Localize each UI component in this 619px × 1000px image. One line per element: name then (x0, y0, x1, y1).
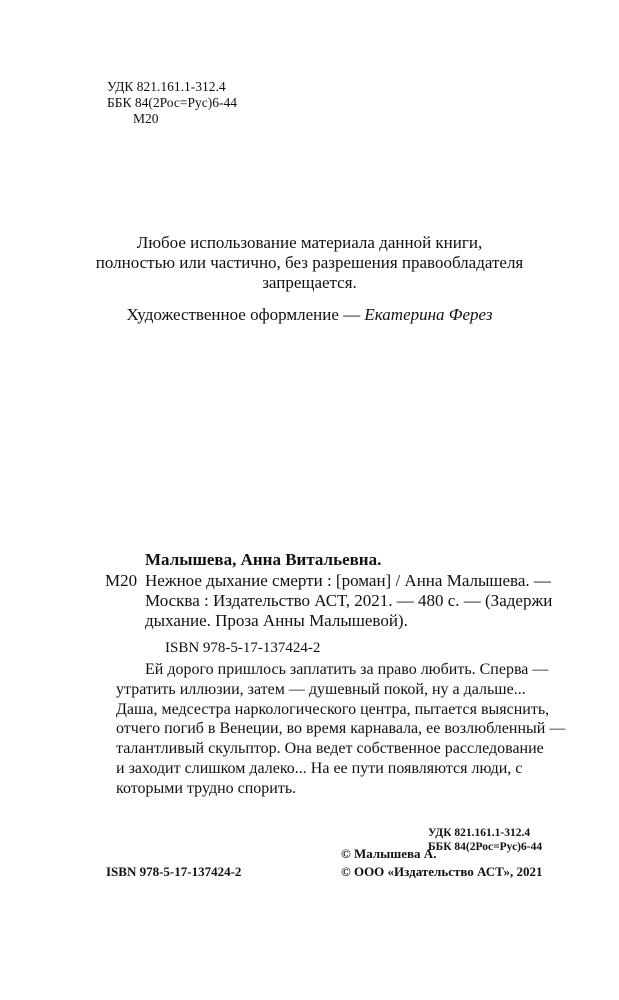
annotation-line: Даша, медсестра наркологического центра, пытается выяснить, (116, 701, 550, 718)
record-author: Малышева, Анна Витальевна. (145, 550, 382, 569)
annotation-line: талантливый скульптор. Она ведет собственное расследование (116, 740, 544, 757)
annotation-line: Ей дорого пришлось заплатить за право любить. Сперва — (145, 661, 549, 678)
design-credit-label: Художественное оформление — (126, 305, 365, 324)
annotation-line: отчего погиб в Венеции, во время карнавала, ее возлюбленный — (116, 720, 566, 737)
design-credit (0, 305, 619, 325)
copyright-notice-line-1: Любое использование материала данной книги, (136, 233, 483, 252)
design-credit-name: Екатерина Ферез (364, 305, 493, 324)
author-mark: М20 (133, 111, 159, 126)
udk-code: УДК 821.161.1-312.4 (107, 79, 226, 94)
copyright-publisher: © ООО «Издательство АСТ», 2021 (341, 864, 543, 879)
copyright-notice-line-2: полностью или частично, без разрешения правообладателя (95, 253, 524, 272)
record-isbn: ISBN 978-5-17-137424-2 (165, 640, 321, 656)
udk-code-bottom: УДК 821.161.1-312.4 (428, 827, 531, 839)
record-author-mark: М20 (105, 571, 138, 590)
annotation-line: утратить иллюзии, затем — душевный покой, ну а дальше... (116, 681, 526, 698)
copyright-author: © Малышева А. (341, 846, 437, 861)
record-description-line-1: Нежное дыхание смерти : [роман] / Анна Малышева. — (145, 571, 551, 590)
isbn-bottom: ISBN 978-5-17-137424-2 (106, 864, 242, 879)
annotation-line: и заходит слишком далеко... На ее пути появляются люди, с (116, 760, 523, 777)
annotation-line: которыми трудно спорить. (116, 780, 297, 797)
bbk-code-bottom: ББК 84(2Рос=Рус)6-44 (428, 841, 543, 853)
record-description-line-3: дыхание. Проза Анны Малышевой). (145, 611, 408, 630)
copyright-notice-line-3: запрещается. (262, 273, 357, 292)
record-description-line-2: Москва : Издательство АСТ, 2021. — 480 с. — (Задержи (145, 591, 553, 610)
bbk-code: ББК 84(2Рос=Рус)6-44 (107, 95, 237, 110)
